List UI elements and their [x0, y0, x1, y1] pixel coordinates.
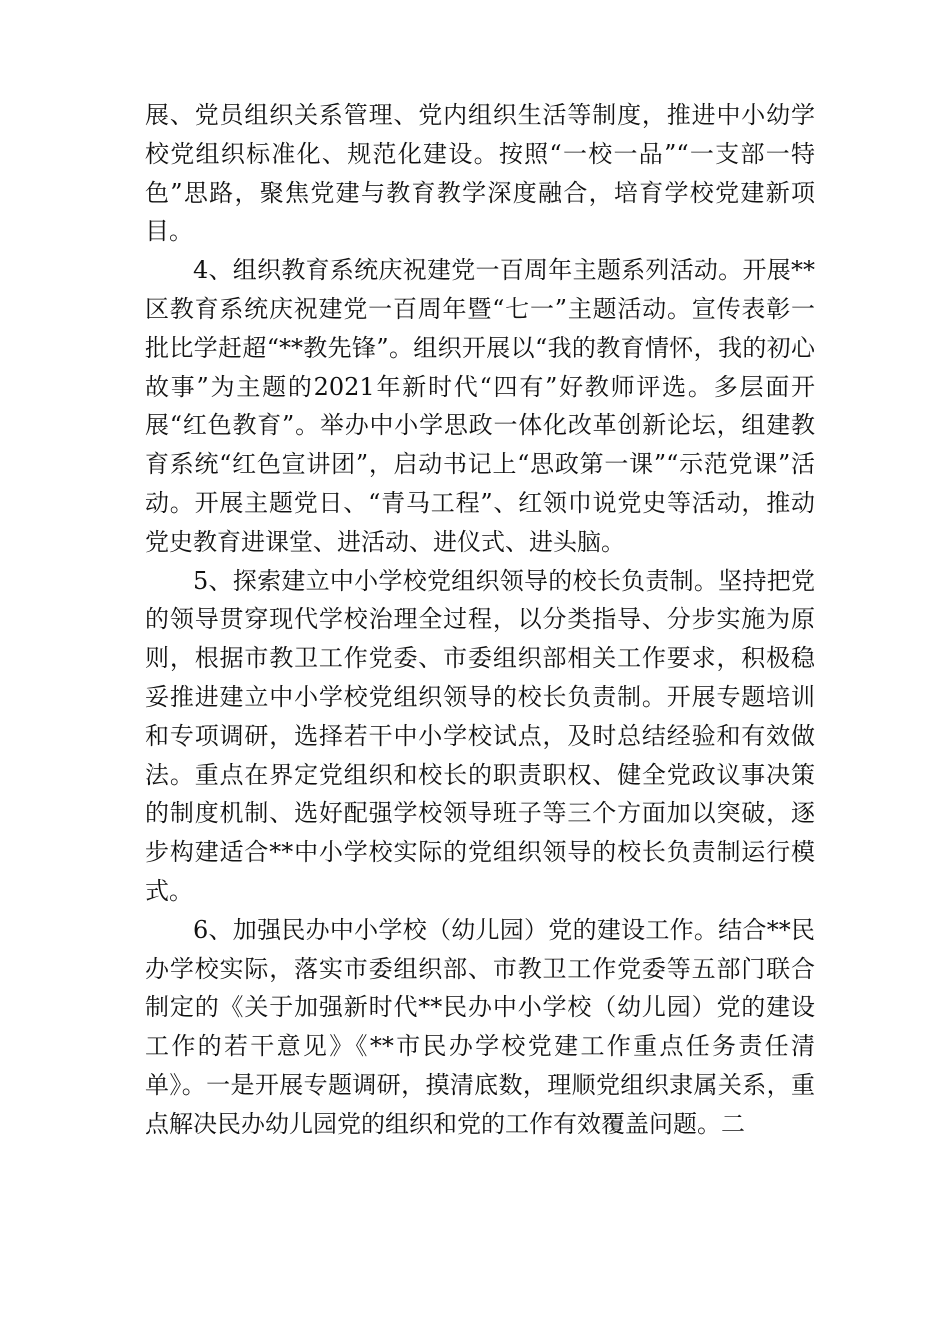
paragraph-item-5: 5、探索建立中小学校党组织领导的校长负责制。坚持把党的领导贯穿现代学校治理全过程，以分类指导、分步实施为原则，根据市教卫工作党委、市委组织部相关工作要求，积极稳妥推进建立中小学校党组织领导的校长负责制。开展专题培训和专项调研，选择若干中小学校试点，及时总结经验和有效做法。重点在界定党组织和校长的职责职权、健全党政议事决策的制度机制、选好配强学校领导班子等三个方面加以突破，逐步构建适合**中小学校实际的党组织领导的校长负责制运行模式。 — [145, 566, 815, 905]
paragraph-item-4: 4、组织教育系统庆祝建党一百周年主题系列活动。开展**区教育系统庆祝建党一百周年暨“七一”主题活动。宣传表彰一批比学赶超“**教先锋”。组织开展以“我的教育情怀，我的初心故事”为主题的2021年新时代“四有”好教师评选。多层面开展“红色教育”。举办中小学思政一体化改革创新论坛，组建教育系统“红色宣讲团”，启动书记上“思政第一课”“示范党课”活动。开展主题党日、“青马工程”、红领巾说党史等活动，推动党史教育进课堂、进活动、进仪式、进头脑。 — [145, 256, 815, 556]
document-body — [145, 96, 815, 1144]
paragraph-continuation: 展、党员组织关系管理、党内组织生活等制度，推进中小幼学校党组织标准化、规范化建设。按照“一校一品”“一支部一特色”思路，聚焦党建与教育教学深度融合，培育学校党建新项目。 — [145, 101, 815, 246]
paragraph-item-6: 6、加强民办中小学校（幼儿园）党的建设工作。结合**民办学校实际，落实市委组织部、市教卫工作党委等五部门联合制定的《关于加强新时代**民办中小学校（幼儿园）党的建设工作的若干意见》《**市民办学校党建工作重点任务责任清单》。一是开展专题调研，摸清底数，理顺党组织隶属关系，重点解决民办幼儿园党的组织和党的工作有效覆盖问题。二 — [145, 915, 815, 1138]
